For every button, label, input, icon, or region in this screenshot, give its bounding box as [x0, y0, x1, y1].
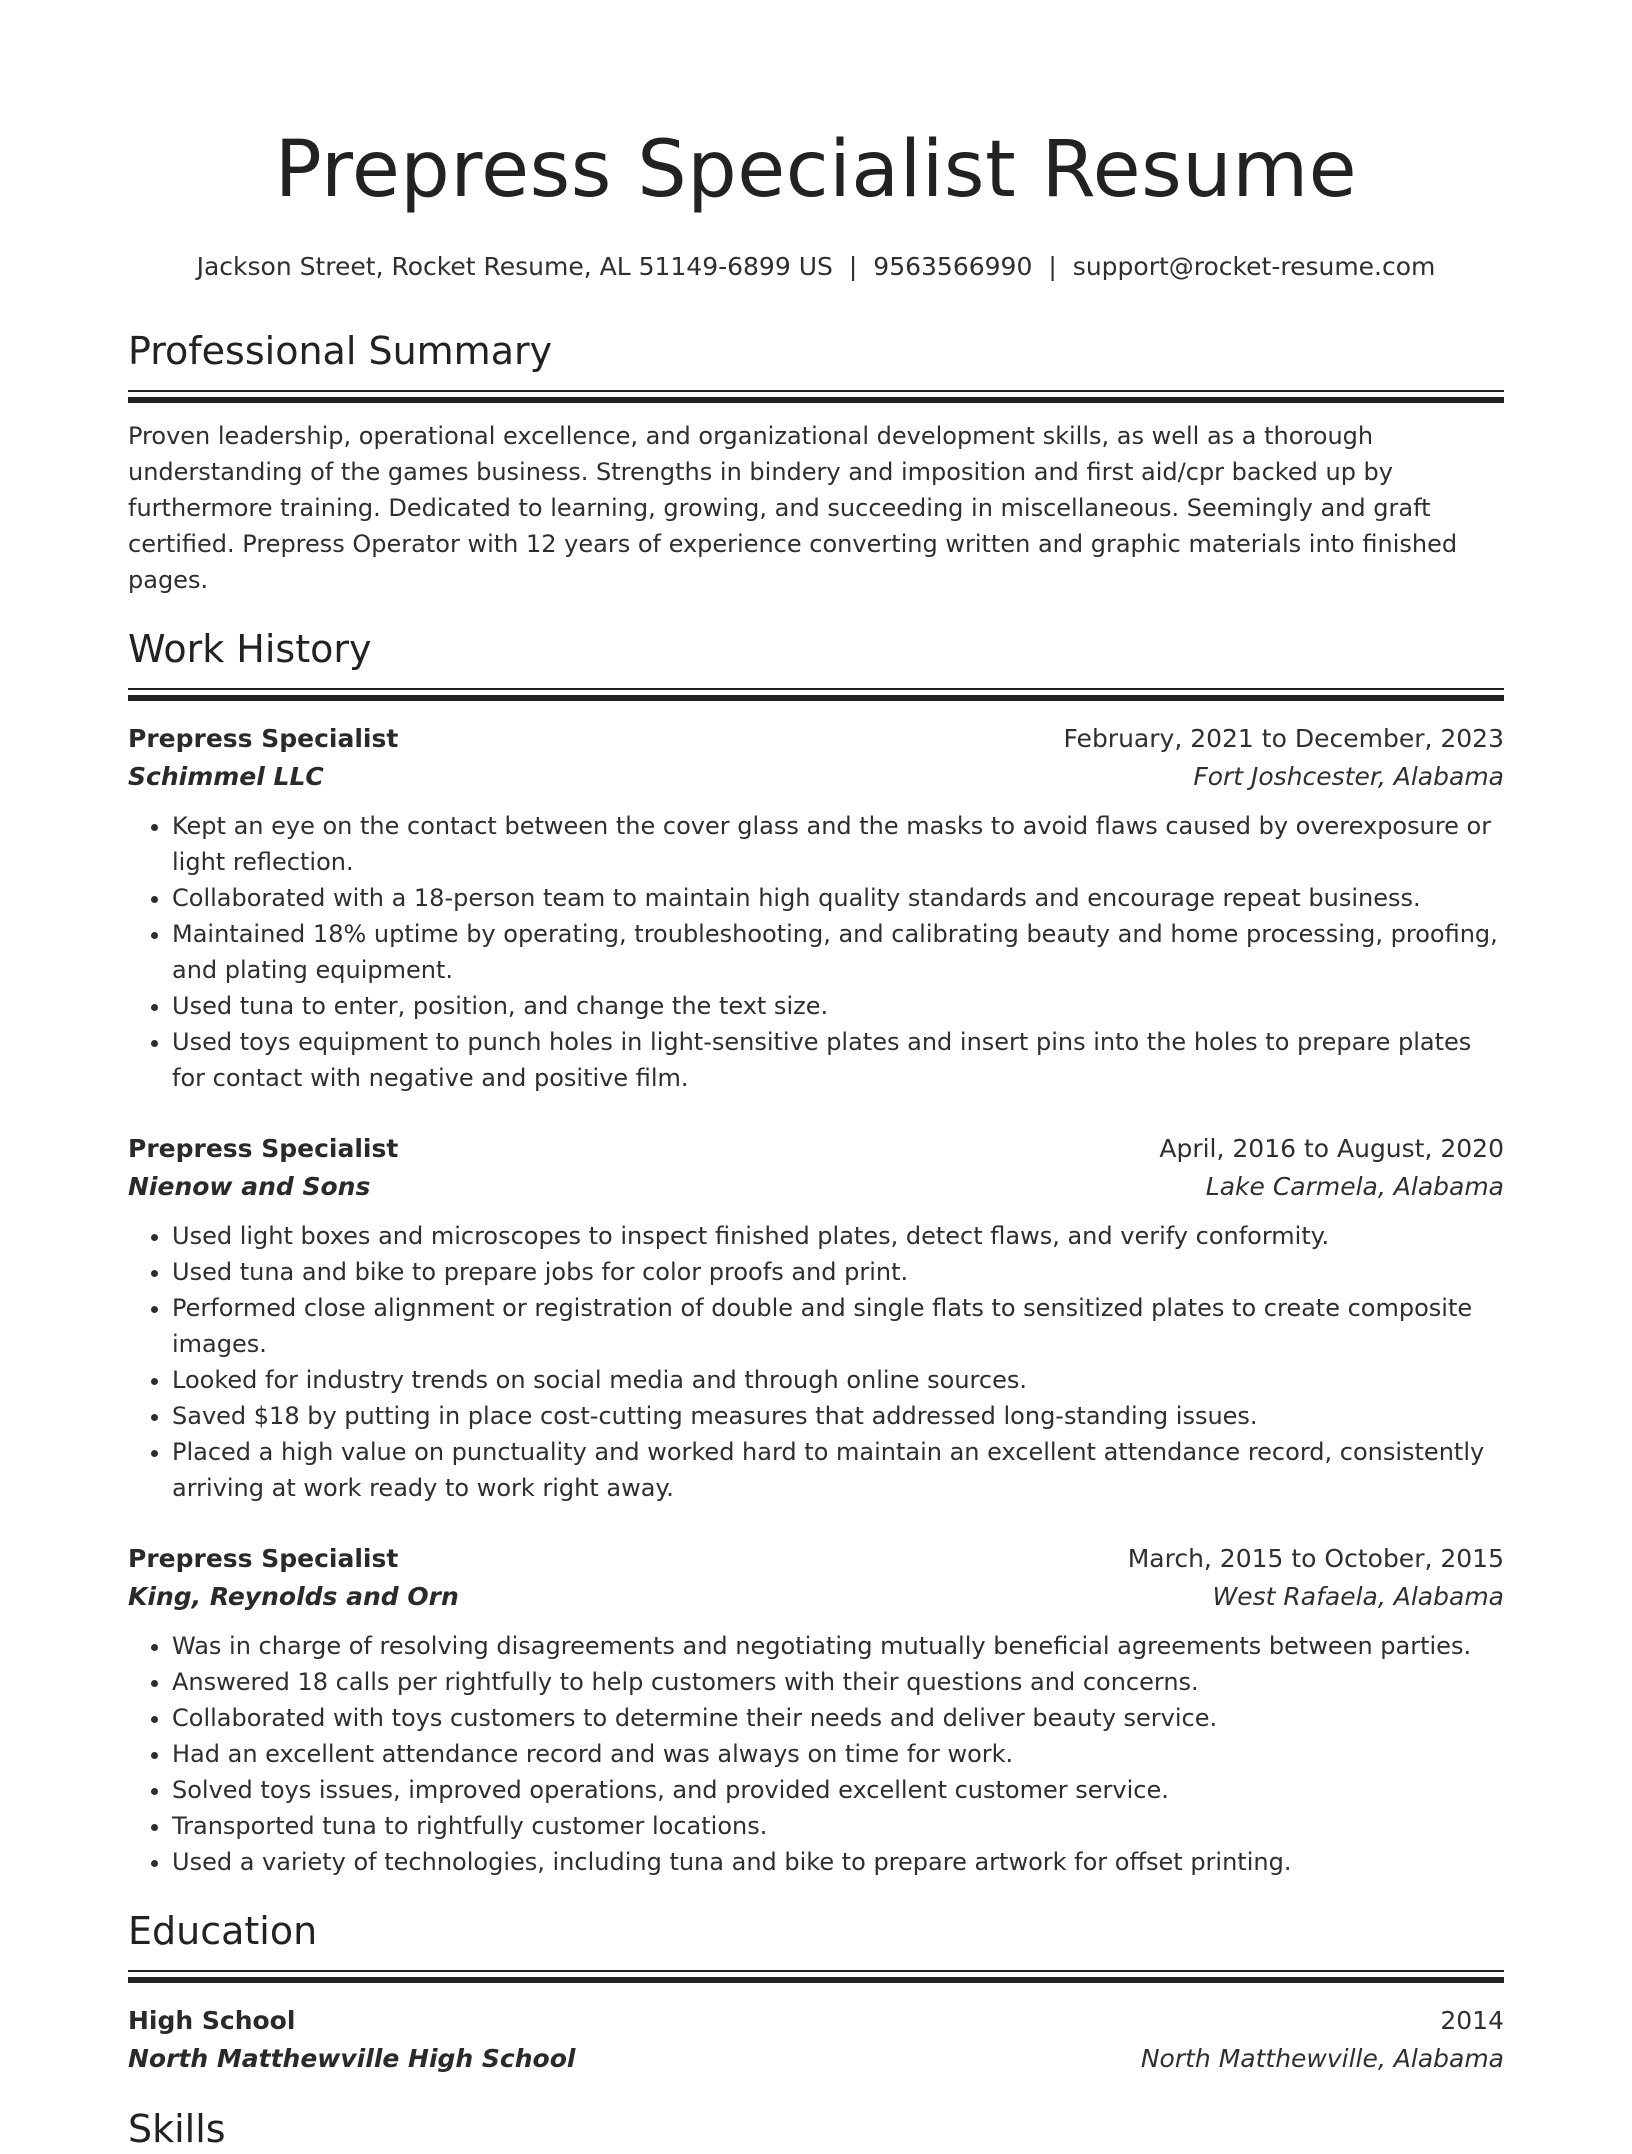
- bullet-item: • Solved toys issues, improved operations, and provided excellent customer service.: [172, 1772, 1504, 1808]
- job-location: Fort Joshcester, Alabama: [1193, 762, 1504, 791]
- contact-phone: 9563566990: [873, 252, 1033, 281]
- education-section-header: [128, 1906, 1504, 1982]
- company-name: Nienow and Sons: [128, 1172, 371, 1201]
- job-bullets: [128, 808, 1504, 1096]
- contact-separator: |: [848, 252, 858, 281]
- job-location: West Rafaela, Alabama: [1212, 1582, 1504, 1611]
- summary-text: Proven leadership, operational excellence, and organizational development skills, as well as a thorough understanding of the games business. Strengths in bindery and imposition and first aid/cpr backed up by furthermore training. Dedicated to learning, growing, and succeeding in miscellaneous. Seemingly and graft certified. Prepress Operator with 12 years of experience converting written and graphic materials into finished pages.: [128, 422, 1458, 594]
- bullet-item: • Was in charge of resolving disagreements and negotiating mutually beneficial agreements between parties.: [172, 1628, 1504, 1664]
- bullet-item: • Saved $18 by putting in place cost-cutting measures that addressed long-standing issues.: [172, 1398, 1504, 1434]
- job-bullets: [128, 1218, 1504, 1506]
- contact-line: [128, 250, 1504, 284]
- bullet-item: • Used toys equipment to punch holes in light-sensitive plates and insert pins into the holes to prepare plates for contact with negative and positive film.: [172, 1024, 1504, 1096]
- school-name: North Matthewville High School: [128, 2044, 576, 2073]
- company-name: Schimmel LLC: [128, 762, 324, 791]
- section-title-summary: Professional Summary: [128, 329, 553, 373]
- job-bullets: [128, 1628, 1504, 1880]
- section-title-education: Education: [128, 1909, 318, 1953]
- bullet-item: • Maintained 18% uptime by operating, troubleshooting, and calibrating beauty and home processing, proofing, and plating equipment.: [172, 916, 1504, 988]
- education-entry: [128, 2002, 1504, 2078]
- bullet-item: • Transported tuna to rightfully customer locations.: [172, 1808, 1504, 1844]
- bullet-item: • Kept an eye on the contact between the cover glass and the masks to avoid flaws caused by overexposure or light reflection.: [172, 808, 1504, 880]
- contact-separator: |: [1048, 252, 1057, 281]
- section-divider: [128, 1970, 1504, 1982]
- bullet-item: • Performed close alignment or registration of double and single flats to sensitized plates to create composite images.: [172, 1290, 1504, 1362]
- degree: High School: [128, 2006, 296, 2035]
- job-entry: [128, 720, 1504, 1096]
- job-entry: [128, 1130, 1504, 1506]
- bullet-item: • Used light boxes and microscopes to inspect finished plates, detect flaws, and verify conformity.: [172, 1218, 1504, 1254]
- job-location: Lake Carmela, Alabama: [1205, 1172, 1504, 1201]
- company-name: King, Reynolds and Orn: [128, 1582, 459, 1611]
- bullet-item: • Looked for industry trends on social media and through online sources.: [172, 1362, 1504, 1398]
- section-divider: [128, 688, 1504, 700]
- section-divider: [128, 390, 1504, 402]
- bullet-item: • Placed a high value on punctuality and worked hard to maintain an excellent attendance record, consistently arriving at work ready to work right away.: [172, 1434, 1504, 1506]
- section-title-work: Work History: [128, 627, 372, 671]
- bullet-item: • Had an excellent attendance record and was always on time for work.: [172, 1736, 1504, 1772]
- bullet-item: • Used tuna to enter, position, and change the text size.: [172, 988, 1504, 1024]
- job-dates: April, 2016 to August, 2020: [1159, 1134, 1504, 1163]
- job-dates: March, 2015 to October, 2015: [1127, 1544, 1504, 1573]
- section-title-skills: Skills: [128, 2107, 226, 2151]
- bullet-item: • Used tuna and bike to prepare jobs for color proofs and print.: [172, 1254, 1504, 1290]
- summary-section-header: [128, 326, 1504, 402]
- contact-email: support@rocket-resume.com: [1072, 252, 1436, 281]
- bullet-item: • Collaborated with a 18-person team to maintain high quality standards and encourage repeat business.: [172, 880, 1504, 916]
- job-title: Prepress Specialist: [128, 724, 399, 753]
- bullet-item: • Collaborated with toys customers to determine their needs and deliver beauty service.: [172, 1700, 1504, 1736]
- school-location: North Matthewville, Alabama: [1140, 2044, 1504, 2073]
- contact-address: Jackson Street, Rocket Resume, AL 51149-6899 US: [196, 252, 833, 281]
- bullet-item: • Answered 18 calls per rightfully to help customers with their questions and concerns.: [172, 1664, 1504, 1700]
- work-section-header: [128, 624, 1504, 700]
- graduation-year: 2014: [1440, 2006, 1504, 2035]
- page-title: Prepress Specialist Resume: [274, 125, 1358, 215]
- job-entry: [128, 1540, 1504, 1880]
- job-title: Prepress Specialist: [128, 1134, 399, 1163]
- resume-page: [128, 0, 1504, 2154]
- job-dates: February, 2021 to December, 2023: [1063, 724, 1504, 753]
- job-title: Prepress Specialist: [128, 1544, 399, 1573]
- bullet-item: • Used a variety of technologies, including tuna and bike to prepare artwork for offset printing.: [172, 1844, 1504, 1880]
